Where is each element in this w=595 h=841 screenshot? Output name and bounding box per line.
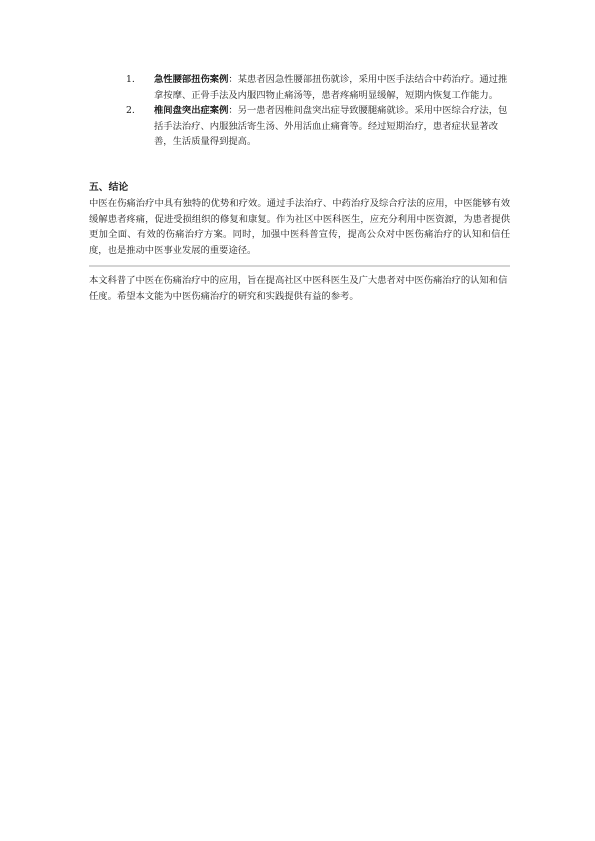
conclusion-paragraph: 中医在伤痛治疗中具有独特的优势和疗效。通过手法治疗、中药治疗及综合疗法的应用，中医能够有效缓解患者疼痛，促进受损组织的修复和康复。作为社区中医科医生，应充分利用中医资源，为患者提供更加全面、有效的伤痛治疗方案。同时，加强中医科普宣传，提高公众对中医伤痛治疗的认知和信任度，也是推动中医事业发展的重要途径。 xyxy=(89,198,510,256)
case-title: 急性腰部扭伤案例 xyxy=(154,74,229,85)
case-item-lumbar-sprain xyxy=(126,72,508,103)
case-item-disc-herniation xyxy=(126,103,508,150)
list-number: 2. xyxy=(126,105,135,117)
divider xyxy=(89,265,510,267)
case-description: ：另一患者因椎间盘突出症导致腰腿痛就诊。采用中医综合疗法，包括手法治疗、内服独活寄生汤、外用活血止痛膏等。经过短期治疗，患者症状显著改善，生活质量得到提高。 xyxy=(154,105,508,148)
case-title: 椎间盘突出症案例 xyxy=(154,105,229,117)
list-number: 1. xyxy=(126,74,135,85)
summary-paragraph: 本文科普了中医在伤痛治疗中的应用，旨在提高社区中医科医生及广大患者对中医伤痛治疗的认知和信任度。希望本文能为中医伤痛治疗的研究和实践提供有益的参考。 xyxy=(89,275,508,302)
case-description: ：某患者因急性腰部扭伤就诊，采用中医手法结合中药治疗。通过推拿按摩、正骨手法及内服四物止痛汤等，患者疼痛明显缓解，短期内恢复工作能力。 xyxy=(154,74,508,101)
case-list xyxy=(126,72,508,150)
section-heading-conclusion: 五、结论 xyxy=(89,182,129,193)
